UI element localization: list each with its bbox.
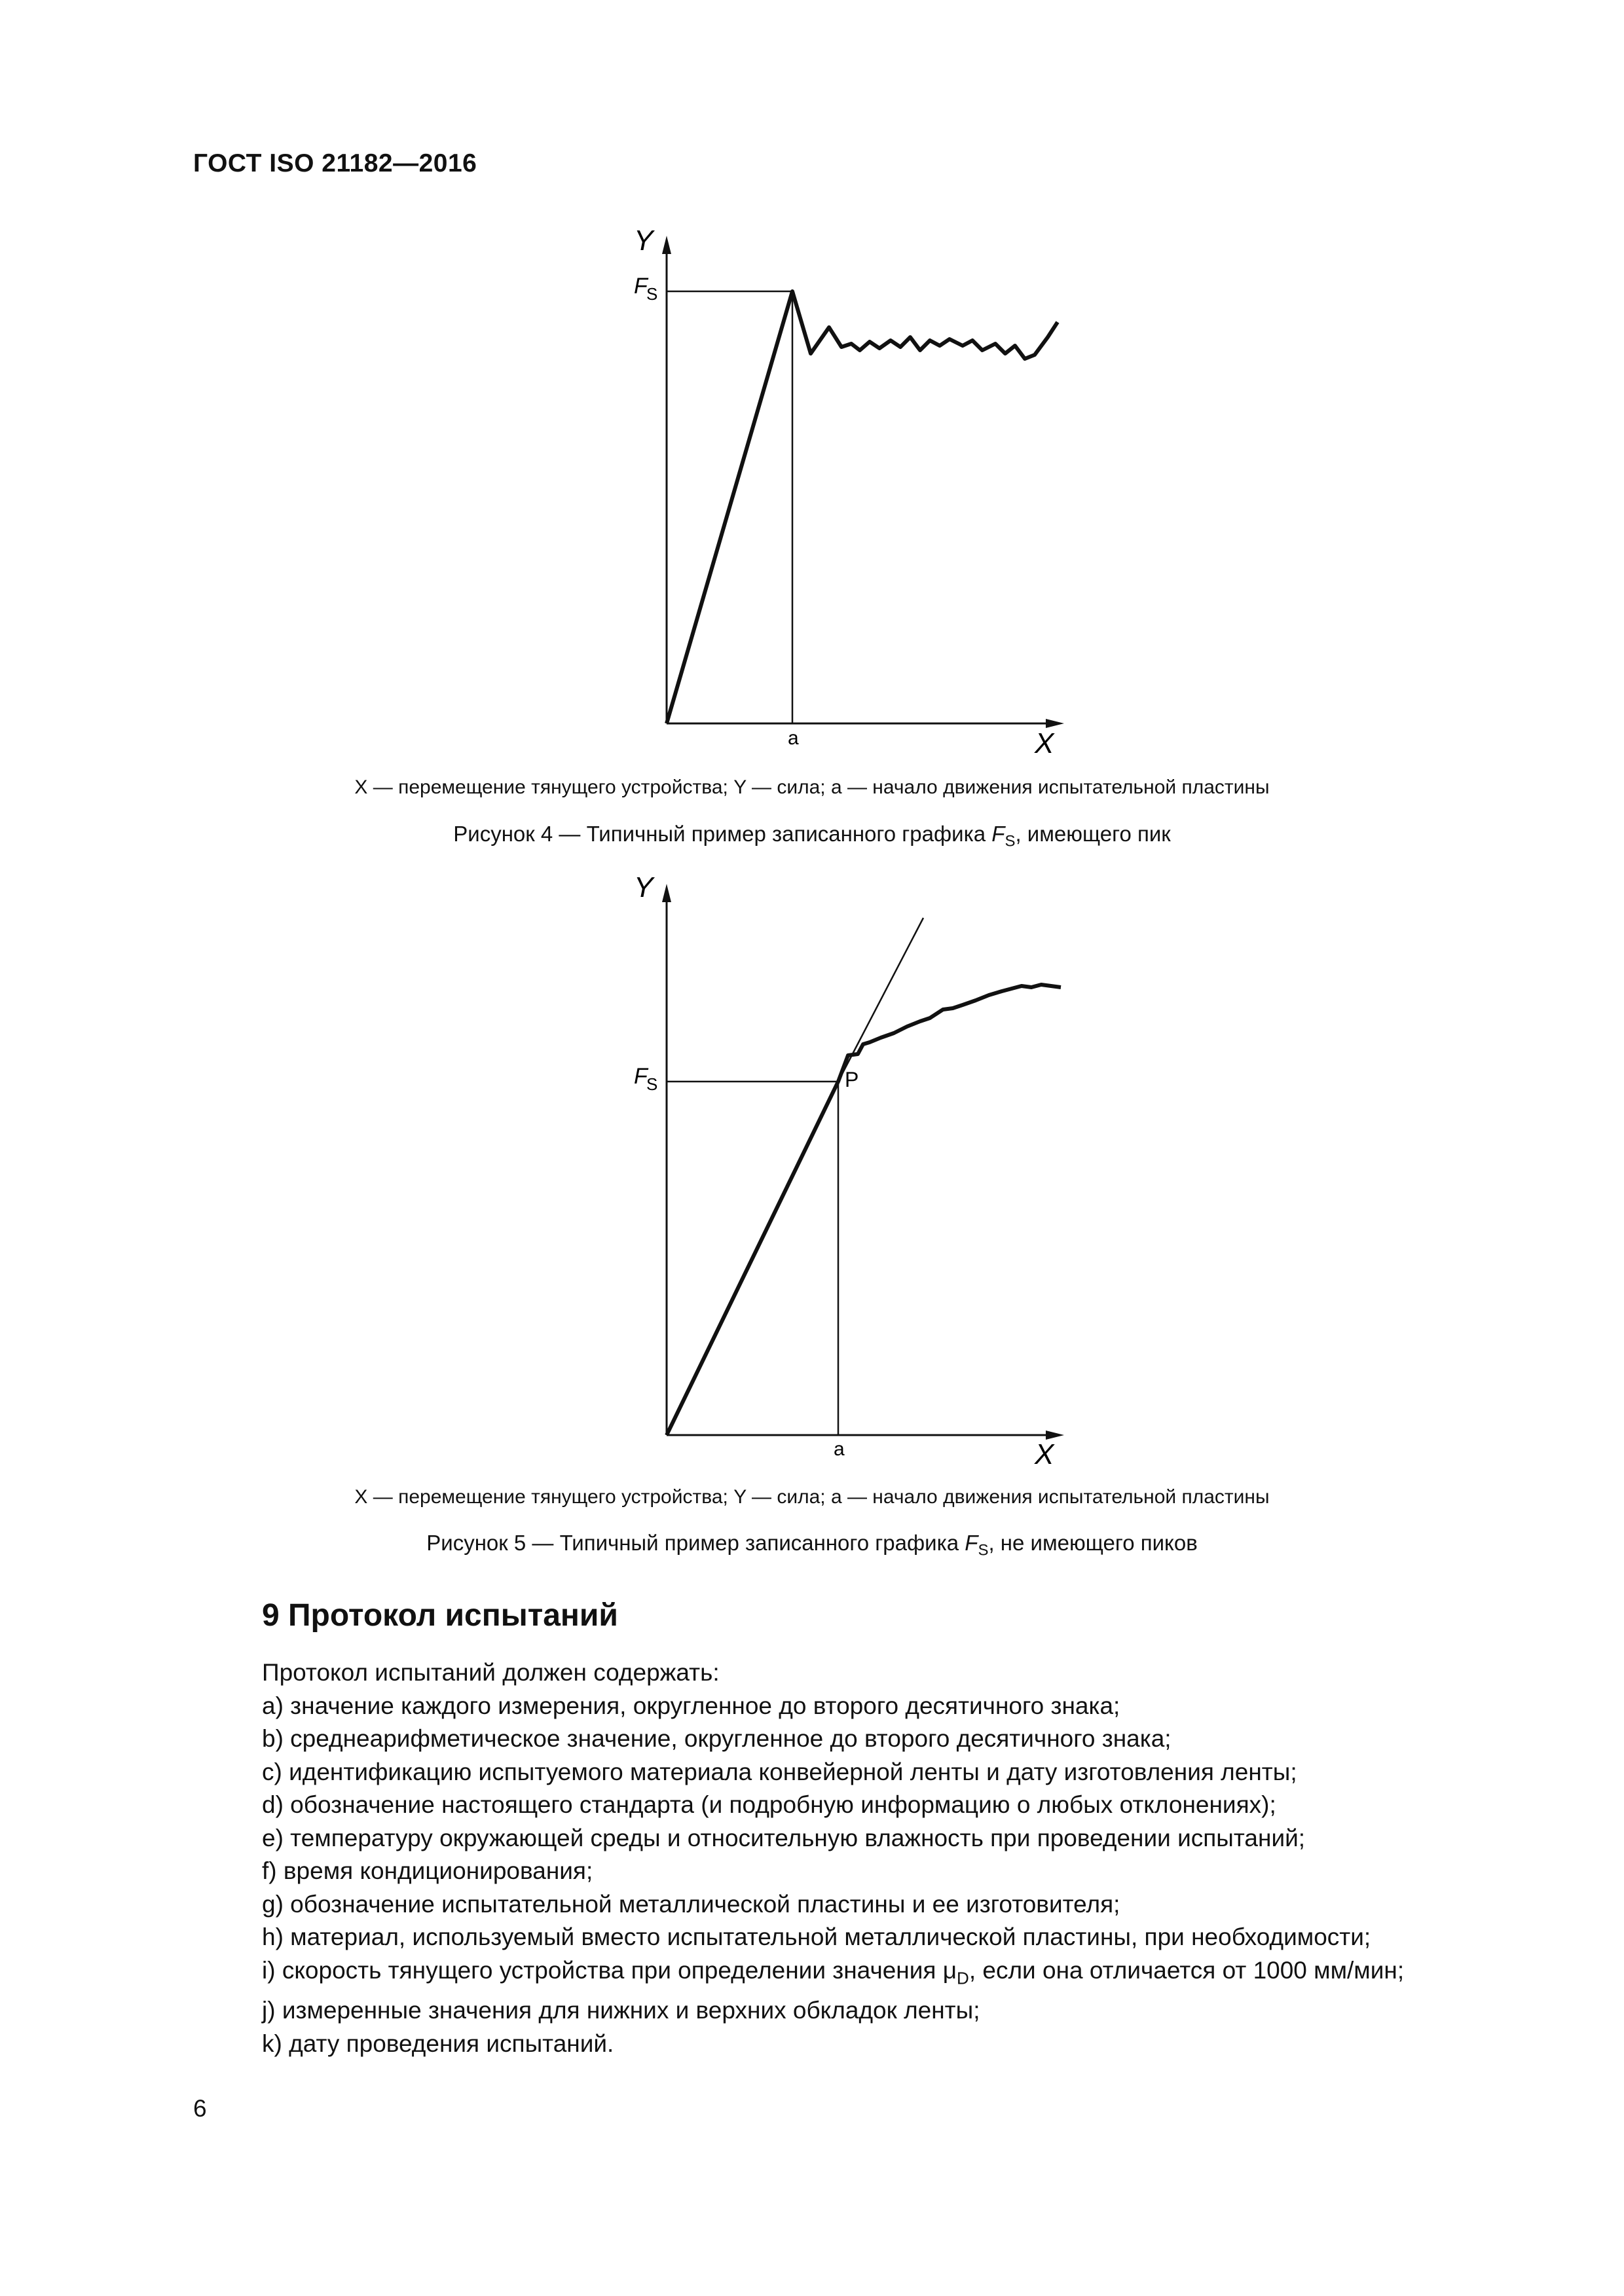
figure-4-caption-sub: S [1005, 832, 1016, 850]
list-item: h) материал, используемый вместо испытательной металлической пластины, при необходимости; [262, 1923, 1371, 1950]
list-intro: Протокол испытаний должен содержать: [262, 1659, 720, 1686]
y-axis-label: Y [634, 225, 654, 257]
item-i-sub: D [957, 1967, 969, 1988]
list-item: b) среднеарифметическое значение, округленное до второго десятичного знака; [262, 1725, 1172, 1752]
figure-4 [0, 0, 1624, 851]
a-label: a [834, 1438, 845, 1460]
figure-5-caption-sub: S [978, 1541, 989, 1559]
figure-4-graph [0, 0, 1624, 851]
item-i-text: i) скорость тянущего устройства при определении значения μ [262, 1956, 957, 1984]
x-axis-label: X [1035, 727, 1054, 759]
figure-4-caption-f: F [991, 822, 1005, 846]
figure-5-caption-f: F [965, 1531, 978, 1555]
list-item [262, 1954, 1404, 1995]
section-title: 9 Протокол испытаний [262, 1598, 618, 1633]
figure-4-caption-text: Рисунок 4 — Типичный пример записанного графика [453, 822, 992, 846]
p-label: P [845, 1068, 859, 1091]
list-item: j) измеренные значения для нижних и верхних обкладок ленты; [262, 1997, 980, 2024]
list-item: k) дату проведения испытаний. [262, 2030, 614, 2057]
fs-label-sub: S [646, 1074, 658, 1094]
figure-4-legend: X — перемещение тянущего устройства; Y — сила; a — начало движения испытательной пластины [354, 776, 1270, 798]
item-i-end: , если она отличается от 1000 мм/мин; [969, 1956, 1405, 1984]
list-item: d) обозначение настоящего стандарта (и подробную информацию о любых отклонениях); [262, 1791, 1276, 1818]
figure-4-caption [0, 822, 1624, 851]
x-axis-arrow [1046, 719, 1064, 728]
fs-label: F [634, 274, 648, 299]
page-number: 6 [193, 2095, 207, 2122]
figure-5-caption [0, 1531, 1624, 1560]
list-item: f) время кондиционирования; [262, 1857, 593, 1884]
fs-label: F [634, 1064, 648, 1089]
y-axis-label: Y [634, 871, 654, 903]
y-axis-arrow [662, 884, 671, 902]
figure-5 [0, 871, 1624, 1591]
figure-5-graph [0, 871, 1624, 1591]
figure-5-caption-text: Рисунок 5 — Типичный пример записанного графика [426, 1531, 965, 1555]
a-label: a [788, 727, 799, 749]
tangent-line [838, 918, 923, 1082]
x-axis-label: X [1035, 1438, 1054, 1470]
y-axis-arrow [662, 236, 671, 254]
list-item: a) значение каждого измерения, округленное до второго десятичного знака; [262, 1692, 1120, 1719]
figure-4-caption-end: , имеющего пик [1015, 822, 1171, 846]
list-item: g) обозначение испытательной металлической пластины и ее изготовителя; [262, 1890, 1120, 1918]
figure-5-legend: X — перемещение тянущего устройства; Y — сила; a — начало движения испытательной пластины [354, 1486, 1270, 1508]
list-item: c) идентификацию испытуемого материала конвейерной ленты и дату изготовления ленты; [262, 1758, 1297, 1785]
figure-5-caption-end: , не имеющего пиков [988, 1531, 1198, 1555]
document-header: ГОСТ ISO 21182—2016 [193, 149, 477, 177]
list-item: e) температуру окружающей среды и относительную влажность при проведении испытаний; [262, 1824, 1306, 1851]
requirements-list [262, 1656, 1404, 2060]
force-curve [667, 985, 1061, 1435]
fs-label-sub: S [646, 284, 658, 304]
force-curve [667, 291, 1058, 723]
